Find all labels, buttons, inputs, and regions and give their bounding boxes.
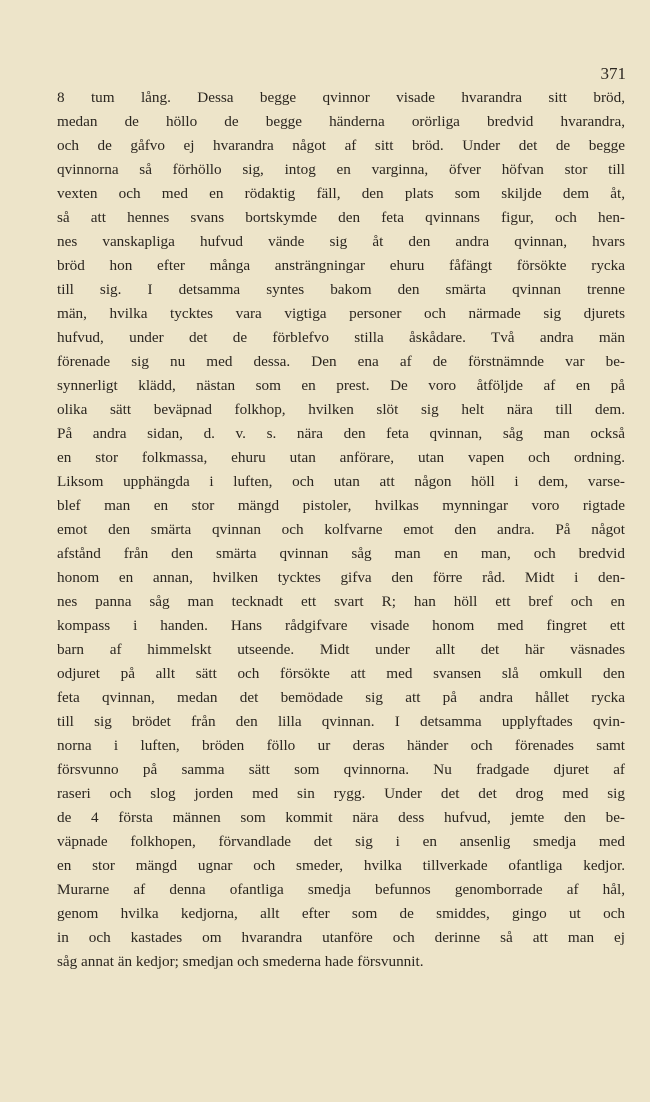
text-line: nes vanskapliga hufvud vände sig åt den andra qvinnan, hvars (57, 233, 625, 250)
text-line: honom en annan, hvilken tycktes gifva den förre råd. Midt i den- (57, 569, 625, 586)
text-line: Murarne af denna ofantliga smedja befunnos genomborrade af hål, (57, 881, 625, 898)
text-line: synnerligt klädd, nästan som en prest. De voro åtföljde af en på (57, 377, 625, 394)
text-line: och de gåfvo ej hvarandra något af sitt bröd. Under det de begge (57, 137, 625, 154)
text-line: så att hennes svans bortskymde den feta qvinnans figur, och hen- (57, 209, 625, 226)
text-line: emot den smärta qvinnan och kolfvarne emot den andra. På något (57, 521, 625, 538)
text-line: såg annat än kedjor; smedjan och smederna hade försvunnit. (57, 953, 424, 970)
text-line: de 4 första männen som kommit nära dess hufvud, jemte den be- (57, 809, 625, 826)
text-line: kompass i handen. Hans rådgifvare visade honom med fingret ett (57, 617, 625, 634)
text-line: hufvud, under det de förblefvo stilla åskådare. Två andra män (57, 329, 625, 346)
text-line: bröd hon efter många ansträngningar ehuru fåfängt försökte rycka (57, 257, 625, 274)
text-line: afstånd från den smärta qvinnan såg man en man, och bredvid (57, 545, 625, 562)
text-line: 8 tum lång. Dessa begge qvinnor visade hvarandra sitt bröd, (57, 89, 625, 106)
text-line: medan de höllo de begge händerna orörliga bredvid hvarandra, (57, 113, 625, 130)
text-line: förenade sig nu med dessa. Den ena af de förstnämnde var be- (57, 353, 625, 370)
text-line: qvinnorna så förhöllo sig, intog en varginna, öfver höfvan stor till (57, 161, 625, 178)
text-line: feta qvinnan, medan det bemödade sig att på andra hållet rycka (57, 689, 625, 706)
text-line: till sig brödet från den lilla qvinnan. I detsamma upplyftades qvin- (57, 713, 625, 730)
text-line: en stor mängd ugnar och smeder, hvilka tillverkade ofantliga kedjor. (57, 857, 625, 874)
text-line: försvunno på samma sätt som qvinnorna. Nu fradgade djuret af (57, 761, 625, 778)
text-line: in och kastades om hvarandra utanföre och derinne så att man ej (57, 929, 625, 946)
text-line: nes panna såg man tecknadt ett svart R; han höll ett bref och en (57, 593, 625, 610)
text-line: På andra sidan, d. v. s. nära den feta qvinnan, såg man också (57, 425, 625, 442)
page-number: 371 (600, 64, 626, 83)
text-line: blef man en stor mängd pistoler, hvilkas mynningar voro rigtade (57, 497, 625, 514)
text-line: till sig. I detsamma syntes bakom den smärta qvinnan trenne (57, 281, 625, 298)
text-line: genom hvilka kedjorna, allt efter som de smiddes, gingo ut och (57, 905, 625, 922)
text-line: barn af himmelskt utseende. Midt under allt det här väsnades (57, 641, 625, 658)
text-line: en stor folkmassa, ehuru utan anförare, utan vapen och ordning. (57, 449, 625, 466)
text-line: norna i luften, bröden föllo ur deras händer och förenades samt (57, 737, 625, 754)
text-line: vexten och med en rödaktig fäll, den plats som skiljde dem åt, (57, 185, 625, 202)
text-line: olika sätt beväpnad folkhop, hvilken slöt sig helt nära till dem. (57, 401, 625, 418)
text-line: raseri och slog jorden med sin rygg. Under det det drog med sig (57, 785, 625, 802)
text-line: män, hvilka tycktes vara vigtiga personer och närmade sig djurets (57, 305, 625, 322)
text-line: odjuret på allt sätt och försökte att med svansen slå omkull den (57, 665, 625, 682)
text-line: väpnade folkhopen, förvandlade det sig i en ansenlig smedja med (57, 833, 625, 850)
text-line: Liksom upphängda i luften, och utan att någon höll i dem, varse- (57, 473, 625, 490)
body-text (57, 86, 625, 974)
